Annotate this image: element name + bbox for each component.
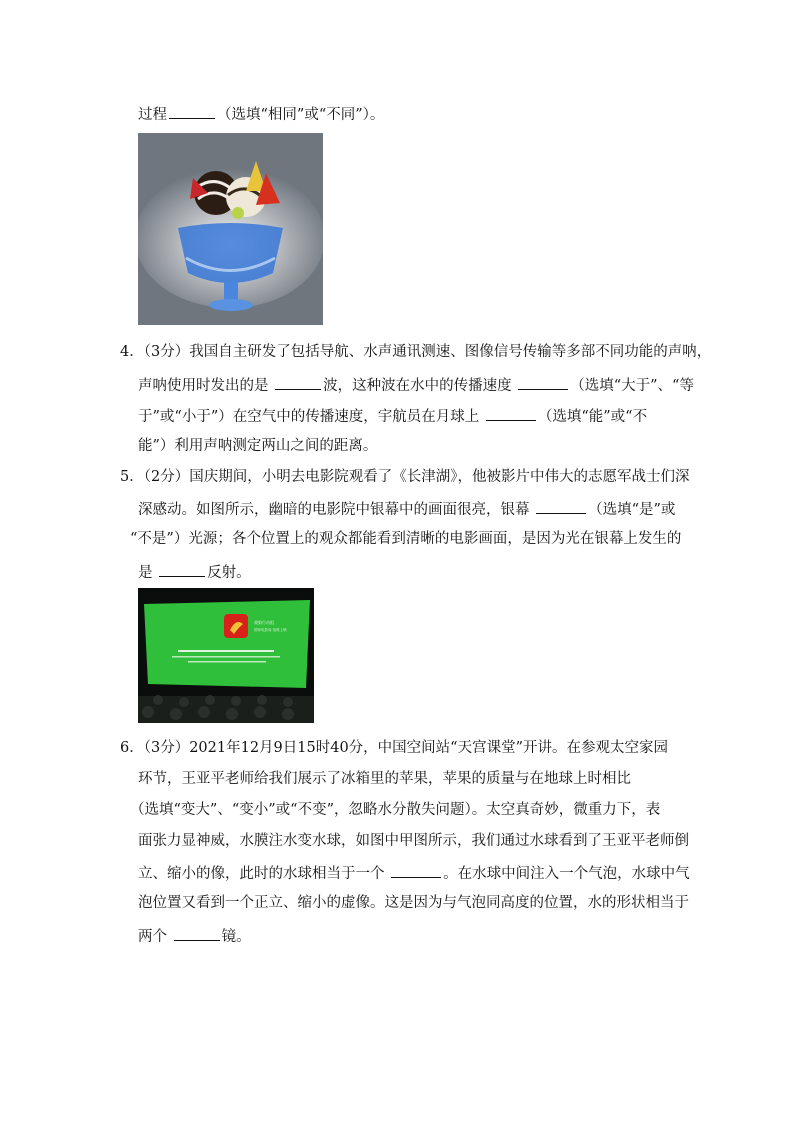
q4-blank-wave-type[interactable] [275,374,321,390]
q4-text-3b: （选填“能”或“不 [537,409,648,425]
q4-blank-moon[interactable] [486,405,536,421]
q6-text-7b: 镜。 [221,929,251,945]
q6-line-6 [138,893,689,913]
q6-line-1 [120,738,668,758]
screen-text-1: 战狼行动组 [254,620,274,625]
q3-text-a: 过程 [138,107,167,123]
q4-text-2b: 波，这种波在水中的传播速度 [323,378,517,394]
q5-text-1: 5．（2分）国庆期间，小明去电影院观看了《长津湖》，他被影片中伟大的志愿军战士们深 [120,469,690,485]
cinema-screen-photo [138,588,314,723]
q3-answer-blank[interactable] [169,103,215,119]
q6-line-4 [138,831,689,851]
cinema-illustration [138,588,314,723]
q3-text-b: （选填“相同”或“不同”）。 [217,107,385,123]
q6-text-1: 6．（3分）2021年12月9日15时40分，中国空间站“天宫课堂”开讲。在参观太空家园 [120,740,669,756]
q4-text-3a: 于”或“小于”）在空气中的传播速度，宇航员在月球上 [138,409,484,425]
q5-text-4a: 是 [138,565,158,581]
dessert-dry-ice-photo [138,133,323,325]
q6-text-3: （选填“变大”、“变小”或“不变”，忽略水分散失问题）。太空真奇妙，微重力下，表 [130,802,661,818]
q5-line-1 [120,467,689,487]
q6-text-7a: 两个 [138,929,172,945]
q6-blank-lens-type[interactable] [391,862,441,878]
q4-line-3 [138,405,647,427]
q4-text-4: 能”）利用声呐测定两山之间的距离。 [138,438,378,454]
q6-text-4: 面张力显神威，水膜注水变水球，如图中甲图所示，我们通过水球看到了王亚平老师倒 [138,833,689,849]
q4-text-1: 4．（3分）我国自主研发了包括导航、水声通讯测速、图像信号传输等多部不同功能的声呐， [120,344,712,360]
q4-line-4 [138,436,377,456]
dessert-illustration [138,133,323,325]
q6-text-5a: 立、缩小的像，此时的水球相当于一个 [138,866,390,882]
q4-line-1 [120,342,711,362]
q6-line-5 [138,862,690,884]
q4-line-2 [138,374,694,396]
q4-blank-speed[interactable] [518,374,568,390]
q5-text-2b: （选填“是”或 [588,502,676,518]
q6-text-2: 环节，王亚平老师给我们展示了冰箱里的苹果，苹果的质量与在地球上时相比 [138,771,631,787]
q5-text-3: “不是”）光源；各个位置上的观众都能看到清晰的电影画面，是因为光在银幕上发生的 [130,531,682,547]
q5-line-2 [138,498,675,520]
q6-blank-mirror[interactable] [174,925,220,941]
q6-line-7 [138,925,251,947]
q5-blank-light-source[interactable] [536,498,586,514]
screen-text-2: 国家电影局 批准上映 [254,628,287,632]
q5-line-3 [130,529,681,549]
q6-line-3 [130,800,660,820]
q3-tail-line [138,103,384,125]
q4-text-2c: （选填“大于”、“等 [570,378,694,394]
q4-text-2a: 声呐使用时发出的是 [138,378,274,394]
q5-text-2a: 深感动。如图所示，幽暗的电影院中银幕中的画面很亮，银幕 [138,502,535,518]
q5-blank-reflection[interactable] [159,561,205,577]
q5-text-4b: 反射。 [207,565,251,581]
q6-text-5b: 。在水球中间注入一个气泡，水球中气 [443,866,690,882]
q5-line-4 [138,561,251,583]
q6-line-2 [138,769,631,789]
q6-text-6: 泡位置又看到一个正立、缩小的虚像。这是因为与气泡同高度的位置，水的形状相当于 [138,895,689,911]
